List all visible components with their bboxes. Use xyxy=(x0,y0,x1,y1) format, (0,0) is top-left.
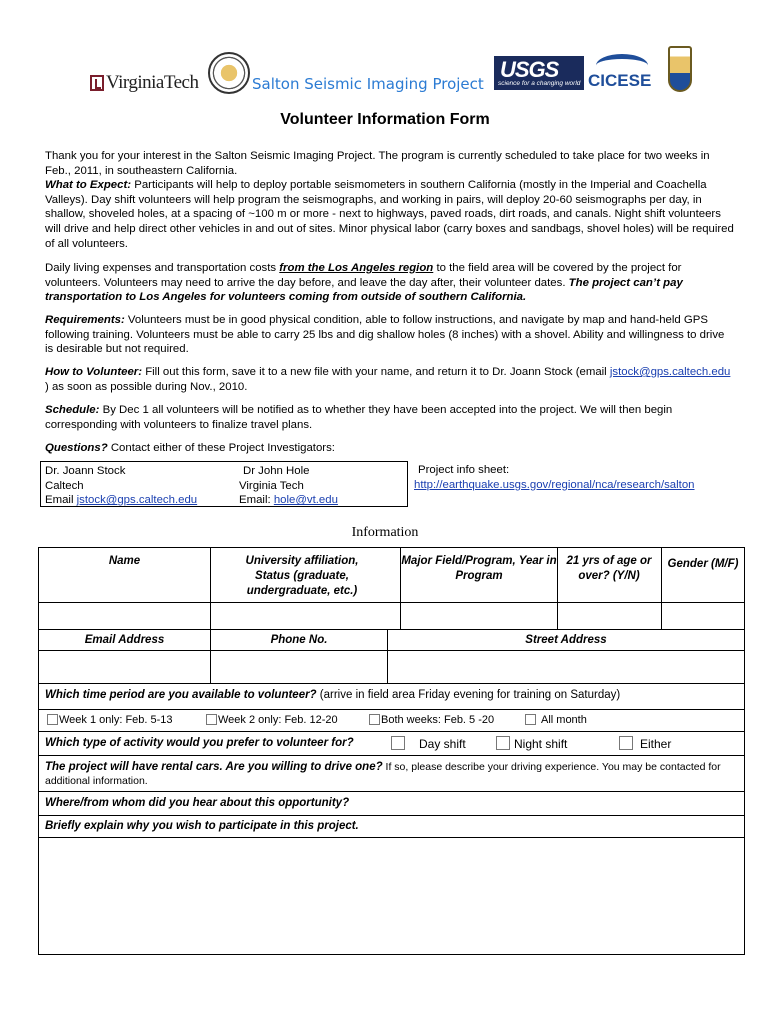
costs-pre: Daily living expenses and transportation costs xyxy=(45,262,280,274)
expect-text: Participants will help to deploy portable seismometers in southern California (mostly in the Imperial and Coachella Valleys). Day shift volunteers will help program the seismographs, and working in pairs, will deploy 20-60 seismographs per day, in shallow, shoveled holes, at a spacing of ~100 m or more - next to highways, paved roads, dirt roads, and canals. Night shift volunteers will drive and help direct other vehicles in and out of sites. Minor physical labor (carry boxes and sandbags, shovel holes) will be required of all volunteers. xyxy=(45,179,734,250)
form-title: Volunteer Information Form xyxy=(280,111,490,128)
costs-paragraph xyxy=(45,261,735,305)
day-shift-label: Day shift xyxy=(419,737,466,751)
all-month-label: All month xyxy=(541,714,587,726)
night-shift-checkbox[interactable] xyxy=(496,736,510,750)
contact-hole xyxy=(239,464,338,508)
usgs-logo-text: USGS xyxy=(500,57,559,82)
street-input[interactable] xyxy=(388,651,744,683)
contact-stock-email-label: Email xyxy=(45,494,77,507)
both-weeks-label: Both weeks: Feb. 5 -20 xyxy=(381,714,495,726)
contact-stock-name: Dr. Joann Stock xyxy=(45,465,126,477)
explain-question: Briefly explain why you wish to participate in this project. xyxy=(45,820,359,832)
how-to-text: Fill out this form, save it to a new file with your name, and return it to Dr. Joann Stock (email xyxy=(142,366,610,378)
costs-emphasis: from the Los Angeles region xyxy=(279,262,434,274)
major-input[interactable] xyxy=(401,603,557,629)
header-phone: Phone No. xyxy=(270,634,328,646)
header-age: 21 yrs of age or over? (Y/N) xyxy=(566,555,652,582)
either-label: Either xyxy=(640,737,672,751)
contact-hole-name: Dr John Hole xyxy=(243,465,310,477)
project-info-label: Project info sheet: xyxy=(418,464,510,476)
header-gender: Gender (M/F) xyxy=(667,558,739,570)
contact-stock-org: Caltech xyxy=(45,479,84,492)
day-shift-checkbox[interactable] xyxy=(391,736,405,750)
university-seal-icon xyxy=(208,52,250,94)
time-period-label: Which time period are you available to volunteer? xyxy=(45,689,317,701)
information-heading: Information xyxy=(351,525,419,540)
both-weeks-checkbox[interactable] xyxy=(369,714,380,725)
requirements-paragraph xyxy=(45,313,735,357)
night-shift-label: Night shift xyxy=(514,737,568,751)
costs-mid: to the field area will be covered by the project for volunteers. Volunteers may need to arrive the day before, and leave the day after, their volunteer dates. xyxy=(45,262,682,289)
contact-stock xyxy=(45,464,197,508)
header-university: University affiliation, Status (graduate, undergraduate, etc.) xyxy=(245,555,359,597)
age-input[interactable] xyxy=(558,603,661,629)
virginia-tech-logo xyxy=(90,72,198,94)
requirements-text: Volunteers must be in good physical condition, able to follow instructions, and navigate by map and hand-held GPS following training. Volunteers must be able to carry 25 lbs and dig shallow holes (8 inches) with a shovel. Ability and willingness to drive is desirable but not required. xyxy=(45,314,725,356)
schedule-text: By Dec 1 all volunteers will be notified as to whether they have been accepted into the project. We will then begin corresponding with volunteers to finalize travel plans. xyxy=(45,404,673,431)
questions-text: Contact either of these Project Investigators: xyxy=(107,442,335,454)
shield-crest-icon xyxy=(668,46,692,92)
rental-question xyxy=(45,760,735,788)
contacts-box xyxy=(40,461,408,507)
activity-question: Which type of activity would you prefer to volunteer for? xyxy=(45,737,354,749)
phone-input[interactable] xyxy=(211,651,387,683)
usgs-tagline: science for a changing world xyxy=(498,80,581,87)
rental-label: The project will have rental cars. Are you willing to drive one? xyxy=(45,761,383,773)
time-period-note: (arrive in field area Friday evening for training on Saturday) xyxy=(316,689,621,701)
contact-stock-email-link[interactable]: jstock@gps.caltech.edu xyxy=(76,494,198,507)
questions-paragraph xyxy=(45,441,735,456)
cicese-logo xyxy=(588,54,664,90)
gender-input[interactable] xyxy=(662,603,744,629)
how-to-paragraph xyxy=(45,365,735,394)
usgs-logo xyxy=(494,56,584,90)
header-street: Street Address xyxy=(525,634,607,646)
costs-bold: The project can’t pay transportation to Los Angeles for volunteers coming from outside of southern California. xyxy=(45,276,683,304)
volunteer-form-table xyxy=(38,547,745,955)
intro-paragraph xyxy=(45,149,735,251)
intro-text: Thank you for your interest in the Salton Seismic Imaging Project. The program is currently scheduled to take place for two weeks in Feb., 2011, in southeastern California. xyxy=(45,150,710,177)
vt-logo-text: VirginiaTech xyxy=(106,72,199,93)
project-info xyxy=(414,463,695,492)
header-email: Email Address xyxy=(84,634,165,646)
header-major: Major Field/Program, Year in Program xyxy=(401,555,557,582)
how-to-label: How to Volunteer: xyxy=(45,366,143,378)
week2-label: Week 2 only: Feb. 12-20 xyxy=(218,714,338,726)
project-title: Salton Seismic Imaging Project xyxy=(252,75,484,93)
either-checkbox[interactable] xyxy=(619,736,633,750)
name-input[interactable] xyxy=(40,603,210,629)
questions-label: Questions? xyxy=(45,442,108,454)
email-input[interactable] xyxy=(40,651,210,683)
vt-mark-icon xyxy=(90,75,104,91)
requirements-label: Requirements: xyxy=(45,314,125,326)
contact-hole-email-label: Email: xyxy=(239,494,274,507)
week2-checkbox[interactable] xyxy=(206,714,217,725)
stock-email-link[interactable]: jstock@gps.caltech.edu xyxy=(609,366,731,378)
contact-hole-email-link[interactable]: hole@vt.edu xyxy=(273,494,338,507)
schedule-label: Schedule: xyxy=(45,404,100,416)
cicese-logo-text: CICESE xyxy=(588,71,652,90)
expect-label: What to Expect: xyxy=(45,179,132,192)
explain-textarea[interactable] xyxy=(40,838,744,954)
contact-hole-org: Virginia Tech xyxy=(239,479,304,492)
week1-checkbox[interactable] xyxy=(47,714,58,725)
week1-label: Week 1 only: Feb. 5-13 xyxy=(59,714,173,726)
all-month-checkbox[interactable] xyxy=(525,714,536,725)
hear-question: Where/from whom did you hear about this opportunity? xyxy=(45,797,350,809)
time-period-question xyxy=(45,689,620,701)
header-name: Name xyxy=(108,555,141,567)
university-input[interactable] xyxy=(211,603,400,629)
how-to-text2: ) as soon as possible during Nov., 2010. xyxy=(45,380,248,393)
schedule-paragraph xyxy=(45,403,735,432)
rental-note: If so, please describe your driving experience. You may be contacted for additional information. xyxy=(45,761,721,787)
project-info-link[interactable]: http://earthquake.usgs.gov/regional/nca/research/salton xyxy=(414,478,695,491)
